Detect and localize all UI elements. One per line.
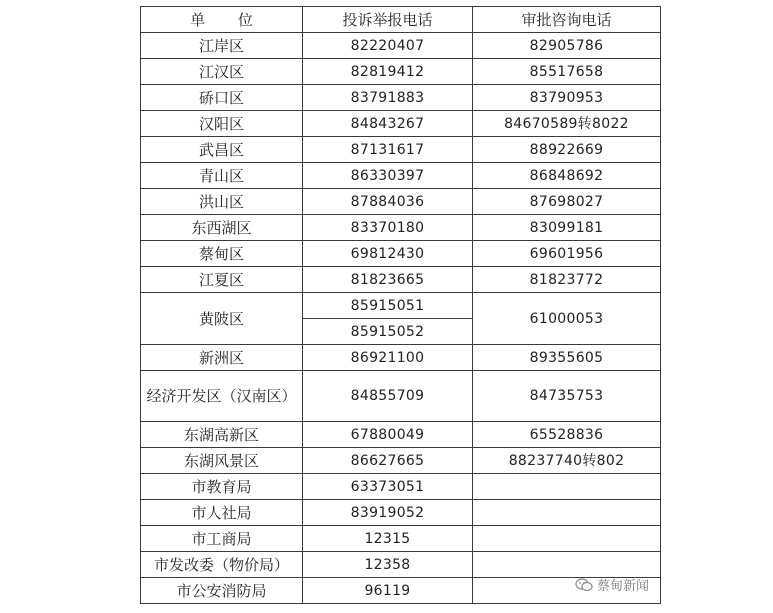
report-phone-cell: 87884036 xyxy=(303,189,473,215)
consult-phone-cell: 85517658 xyxy=(473,59,661,85)
table-row xyxy=(141,422,661,448)
table-row xyxy=(141,371,661,422)
consult-phone-cell: 89355605 xyxy=(473,345,661,371)
unit-cell: 市工商局 xyxy=(141,526,303,552)
consult-phone-cell xyxy=(473,552,661,578)
report-phone-cell: 63373051 xyxy=(303,474,473,500)
table-row xyxy=(141,552,661,578)
report-phone-cell: 12315 xyxy=(303,526,473,552)
watermark xyxy=(575,575,649,594)
table-row xyxy=(141,500,661,526)
unit-cell: 江岸区 xyxy=(141,33,303,59)
wechat-icon xyxy=(575,578,593,592)
table-row xyxy=(141,293,661,319)
report-phone-cell: 81823665 xyxy=(303,267,473,293)
unit-cell: 武昌区 xyxy=(141,137,303,163)
table-body-districts xyxy=(141,33,661,293)
report-phone-cell: 82819412 xyxy=(303,59,473,85)
consult-phone-cell: 88237740转802 xyxy=(473,448,661,474)
table-body-jingkai xyxy=(141,371,661,422)
report-phone-cell: 69812430 xyxy=(303,241,473,267)
table-row xyxy=(141,267,661,293)
unit-cell: 黄陂区 xyxy=(141,293,303,345)
unit-cell: 经济开发区（汉南区） xyxy=(141,371,303,422)
table-row xyxy=(141,85,661,111)
consult-phone-cell xyxy=(473,526,661,552)
header-report-phone: 投诉举报电话 xyxy=(303,7,473,33)
table-row xyxy=(141,526,661,552)
watermark-text: 蔡甸新闻 xyxy=(596,579,649,594)
consult-phone-cell: 88922669 xyxy=(473,137,661,163)
report-phone-cell: 86330397 xyxy=(303,163,473,189)
report-phone-cell: 83919052 xyxy=(303,500,473,526)
consult-phone-cell: 87698027 xyxy=(473,189,661,215)
unit-cell: 市教育局 xyxy=(141,474,303,500)
unit-cell: 江夏区 xyxy=(141,267,303,293)
unit-cell: 东湖高新区 xyxy=(141,422,303,448)
report-phone-cell: 67880049 xyxy=(303,422,473,448)
unit-cell: 东湖风景区 xyxy=(141,448,303,474)
report-phone-cell: 85915052 xyxy=(303,319,473,345)
consult-phone-cell: 61000053 xyxy=(473,293,661,345)
unit-cell: 青山区 xyxy=(141,163,303,189)
unit-cell: 蔡甸区 xyxy=(141,241,303,267)
unit-cell: 硚口区 xyxy=(141,85,303,111)
consult-phone-cell: 65528836 xyxy=(473,422,661,448)
consult-phone-cell: 83099181 xyxy=(473,215,661,241)
report-phone-cell: 83791883 xyxy=(303,85,473,111)
report-phone-cell: 84855709 xyxy=(303,371,473,422)
report-phone-cell: 96119 xyxy=(303,578,473,604)
report-phone-cell: 85915051 xyxy=(303,293,473,319)
table-row xyxy=(141,163,661,189)
consult-phone-cell: 82905786 xyxy=(473,33,661,59)
phone-directory-table xyxy=(140,6,661,604)
consult-phone-cell: 83790953 xyxy=(473,85,661,111)
report-phone-cell: 12358 xyxy=(303,552,473,578)
table-row xyxy=(141,33,661,59)
unit-cell: 东西湖区 xyxy=(141,215,303,241)
consult-phone-cell: 81823772 xyxy=(473,267,661,293)
table-body-huangpi xyxy=(141,293,661,345)
consult-phone-cell xyxy=(473,500,661,526)
unit-cell: 市公安消防局 xyxy=(141,578,303,604)
table-row xyxy=(141,474,661,500)
header-row xyxy=(141,7,661,33)
table-row xyxy=(141,215,661,241)
report-phone-cell: 84843267 xyxy=(303,111,473,137)
table-row xyxy=(141,189,661,215)
header-unit: 单 位 xyxy=(141,7,303,33)
table-row xyxy=(141,137,661,163)
table-row xyxy=(141,241,661,267)
report-phone-cell: 83370180 xyxy=(303,215,473,241)
report-phone-cell: 82220407 xyxy=(303,33,473,59)
unit-cell: 市发改委（物价局） xyxy=(141,552,303,578)
consult-phone-cell: 84670589转8022 xyxy=(473,111,661,137)
unit-cell: 新洲区 xyxy=(141,345,303,371)
unit-cell: 江汉区 xyxy=(141,59,303,85)
report-phone-cell: 87131617 xyxy=(303,137,473,163)
table-row xyxy=(141,111,661,137)
table-body-xinzhou xyxy=(141,345,661,371)
consult-phone-cell xyxy=(473,474,661,500)
report-phone-cell: 86921100 xyxy=(303,345,473,371)
consult-phone-cell: 69601956 xyxy=(473,241,661,267)
table-row xyxy=(141,448,661,474)
table-row xyxy=(141,59,661,85)
unit-cell: 洪山区 xyxy=(141,189,303,215)
consult-phone-cell: 86848692 xyxy=(473,163,661,189)
consult-phone-cell: 84735753 xyxy=(473,371,661,422)
report-phone-cell: 86627665 xyxy=(303,448,473,474)
table-row xyxy=(141,345,661,371)
unit-cell: 市人社局 xyxy=(141,500,303,526)
unit-cell: 汉阳区 xyxy=(141,111,303,137)
header-consult-phone: 审批咨询电话 xyxy=(473,7,661,33)
